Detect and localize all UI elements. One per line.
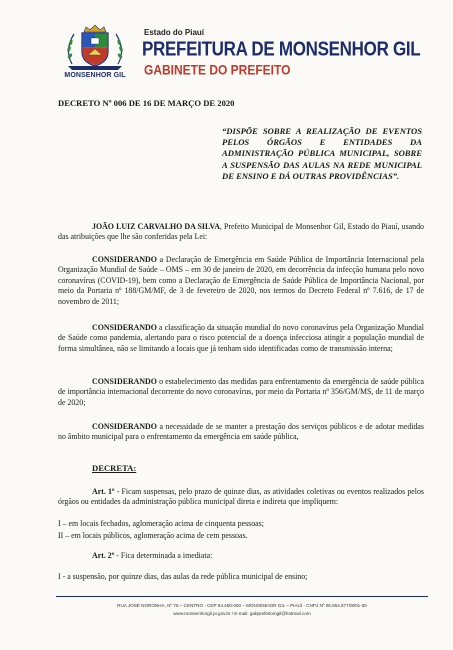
state-name: Estado do Piauí (144, 28, 205, 37)
considerando-label: CONSIDERANDO (92, 255, 157, 264)
considerando-text: a Declaração de Emergência em Saúde Pública de Importância Internacional pela Organização Mundial de Saúde – OMS – em 30 de janeiro de 2020, em decorrência da infecção humana pelo novo coronavírus (COVID-19), bem como a Declaração de Emergência de Saúde Pública de Importância Nacional, por meio da Portaria nº 188/GM/MF, de 3 de fevereiro de 2020, nos termos do Decreto Federal nº 7.616, de 17 de novembro de 2011; (58, 255, 424, 306)
mayor-name: JOÃO LUIZ CARVALHO DA SILVA (92, 222, 220, 231)
article-1-text: - Ficam suspensas, pelo prazo de quinze dias, as atividades coletivas ou eventos realizados pelos órgãos ou entidades da administração pública municipal direta e indireta que impliquem: (58, 487, 424, 507)
crest-ribbon-text: PREFEITURA DE (81, 66, 109, 70)
considerando-label: CONSIDERANDO (92, 377, 157, 386)
article-1 (58, 487, 424, 508)
considerando-1 (58, 255, 424, 307)
considerando-2 (58, 323, 424, 354)
prefeitura-title: PREFEITURA DE MONSENHOR GIL (142, 38, 421, 61)
footer-divider (56, 596, 428, 597)
article-1-item-i: I – em locais fechados, aglomeração acima de cinquenta pessoas; (58, 519, 264, 528)
decree-ementa: “DISPÕE SOBRE A REALIZAÇÃO DE EVENTOS PELOS ÓRGÃOS E ENTIDADES DA ADMINISTRAÇÃO PÚBLICA MUNICIPAL, SOBRE A SUSPENSÃO DAS AULAS NA REDE MUNICIPAL DE ENSINO E DÁ OUTRAS PROVIDÊNCIAS”. (222, 126, 422, 181)
considerando-3 (58, 377, 424, 408)
considerando-text: a necessidade de se manter a prestação dos serviços públicos e de adotar medidas no âmbito municipal para o enfrentamento da emergência em saúde pública, (58, 422, 424, 442)
article-2-text: - Fica determinada a imediata: (114, 551, 213, 560)
intro-paragraph (58, 222, 424, 243)
considerando-text: o estabelecimento das medidas para enfrentamento da emergência de saúde pública de importância internacional decorrente do novo coronavírus, por meio da Portaria nº 356/GM/MS, de 11 de março de 2020; (58, 377, 424, 407)
footer-address: RUA JOSÉ NORONHA, Nº 75 – CENTRO - CEP 64.450-000 – MONSENHOR GIL – PIAUÍ - CNPJ Nº 06.554.877/0001-00 (117, 603, 367, 608)
intro-text: , Prefeito Municipal de Monsenhor Gil, Estado do Piauí, usando das atribuições que lhe são conferidas pela Lei: (58, 222, 424, 242)
article-2-item-i: I - a suspensão, por quinze dias, das aulas da rede pública municipal de ensino; (58, 572, 308, 581)
letterhead (58, 24, 438, 86)
considerando-label: CONSIDERANDO (92, 323, 157, 332)
municipal-crest-logo (58, 24, 132, 86)
gabinete-subtitle: GABINETE DO PREFEITO (144, 62, 291, 79)
article-1-label: Art. 1º (92, 487, 115, 496)
article-2-label: Art. 2º (92, 551, 115, 560)
decree-title: DECRETO Nº 006 DE 16 DE MARÇO DE 2020 (58, 98, 235, 108)
article-1-item-ii: II – em locais públicos, aglomeração acima de cem pessoas. (58, 531, 248, 540)
considerando-4 (58, 422, 424, 443)
footer (56, 602, 428, 618)
decreta-heading: DECRETA: (92, 463, 137, 473)
crest-caption: MONSENHOR GIL (64, 72, 126, 79)
article-2 (58, 551, 424, 561)
considerando-label: CONSIDERANDO (92, 422, 157, 431)
footer-contact: www.monsenhorgil.pi.gov.br / E-mail: gabprefeitomgil@hotmail.com (173, 611, 311, 616)
considerando-text: a classificação da situação mundial do novo coronavírus pela Organização Mundial de Saúde como pandemia, alertando para o risco potencial de a doença infecciosa atingir a população mundial de forma simultânea, não se limitando a locais que já tenham sido identificadas como de transmissão interna; (58, 323, 424, 353)
